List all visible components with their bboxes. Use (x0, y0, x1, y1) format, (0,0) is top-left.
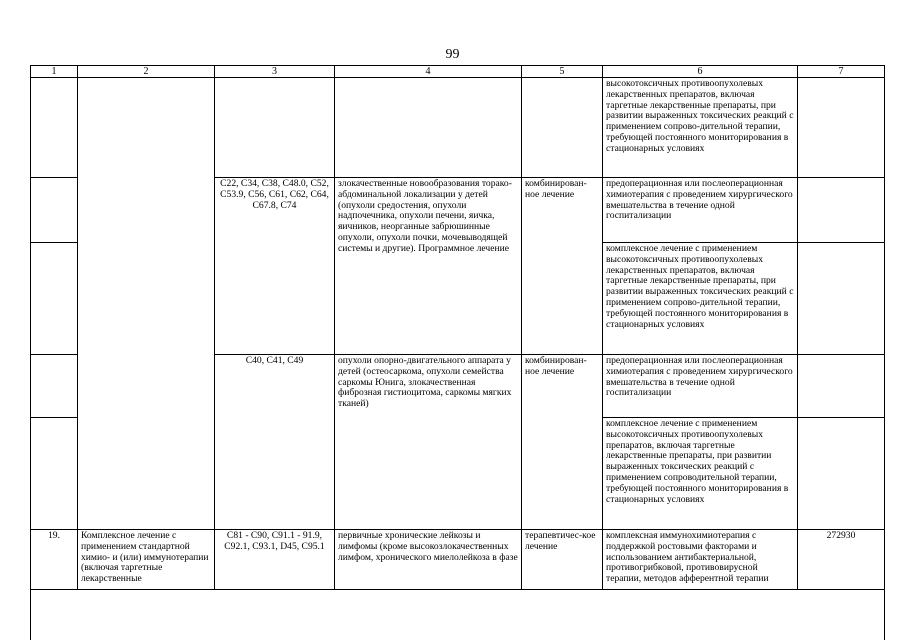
header-cell: 6 (603, 66, 798, 78)
header-row (31, 66, 885, 78)
header-cell: 4 (335, 66, 522, 78)
table-cell (798, 355, 885, 418)
table-cell (798, 78, 885, 178)
table-cell (78, 78, 215, 530)
page-number: 99 (445, 47, 460, 62)
table-cell: C81 - C90, C91.1 - 91.9, C92.1, C93.1, D45, C95.1 (215, 530, 335, 590)
table-border-continuation (884, 590, 885, 640)
table-cell: C40, C41, C49 (215, 355, 335, 530)
table-cell: предоперационная или послеоперационная химиотерапия с проведением хирургического вмешательства в течение одной госпитализации (603, 355, 798, 418)
table-row (31, 530, 885, 590)
header-cell: 1 (31, 66, 78, 78)
header-cell: 7 (798, 66, 885, 78)
table-cell (798, 243, 885, 355)
table-cell: комплексная иммунохимиотерапия с поддержкой ростовыми факторами и использованием антибактериальной, противогрибковой, противовирусной терапии, методов афферентной терапии (603, 530, 798, 590)
header-cell: 3 (215, 66, 335, 78)
table-border-continuation (30, 590, 31, 640)
table-cell: злокачественные новообразования торако-абдоминальной локализации у детей (опухоли средостения, опухоли надпочечника, опухоли печени, яичка, яичников, неорганные забрюшинные опухоли, опухоли почки, мочевыводящей системы и другие). Программное лечение (335, 178, 522, 355)
table-cell: 19. (31, 530, 78, 590)
header-cell: 5 (522, 66, 603, 78)
table-cell (798, 418, 885, 530)
table-cell: комплексное лечение с применением высокотоксичных противоопухолевых лекарственных препаратов, включая таргетные лекарственные препараты, при развитии выраженных токсических реакций с применением сопрово-дительной терапии, требующей постоянного мониторирования в стационарных условиях (603, 243, 798, 355)
header-cell: 2 (78, 66, 215, 78)
table-cell: комплексное лечение с применением высокотоксичных противоопухолевых препаратов, включая таргетные лекарственные препараты, при развитии выраженных токсических реакций с применением сопроводительной терапии, требующей постоянного мониторирования в стационарных условиях (603, 418, 798, 530)
table-cell: высокотоксичных противоопухолевых лекарственных препаратов, включая таргетные лекарственные препараты, при развитии выраженных токсических реакций с применением сопрово-дительной терапии, требующей постоянного мониторирования в стационарных условиях (603, 78, 798, 178)
table-cell: первичные хронические лейкозы и лимфомы (кроме высокозлокачественных лимфом, хронического миелолейкоза в фазе (335, 530, 522, 590)
table-cell: комбинирован-ное лечение (522, 178, 603, 355)
table-cell: Комплексное лечение с применением стандартной химио- и (или) иммунотерапии (включая таргетные лекарственные (78, 530, 215, 590)
table-cell: C22, C34, C38, C48.0, C52, C53.9, C56, C61, C62, C64, C67.8, C74 (215, 178, 335, 355)
table-cell (31, 355, 78, 418)
table-cell: комбинирован-ное лечение (522, 355, 603, 530)
table-row (31, 78, 885, 178)
table-cell: опухоли опорно-двигательного аппарата у детей (остеосаркома, опухоли семейства саркомы Юнига, злокачественная фиброзная гистиоцитома, саркомы мягких тканей) (335, 355, 522, 530)
table-cell (215, 78, 335, 178)
table-cell (31, 418, 78, 530)
table-cell (31, 78, 78, 178)
table-cell: 272930 (798, 530, 885, 590)
table-cell (335, 78, 522, 178)
table-cell (798, 178, 885, 243)
main-table (30, 65, 885, 590)
table-cell (31, 178, 78, 243)
table-cell (31, 243, 78, 355)
table-cell: предоперационная или послеоперационная химиотерапия с проведением хирургического вмешательства в течение одной госпитализации (603, 178, 798, 243)
table-cell: терапевтичес-кое лечение (522, 530, 603, 590)
table-cell (522, 78, 603, 178)
